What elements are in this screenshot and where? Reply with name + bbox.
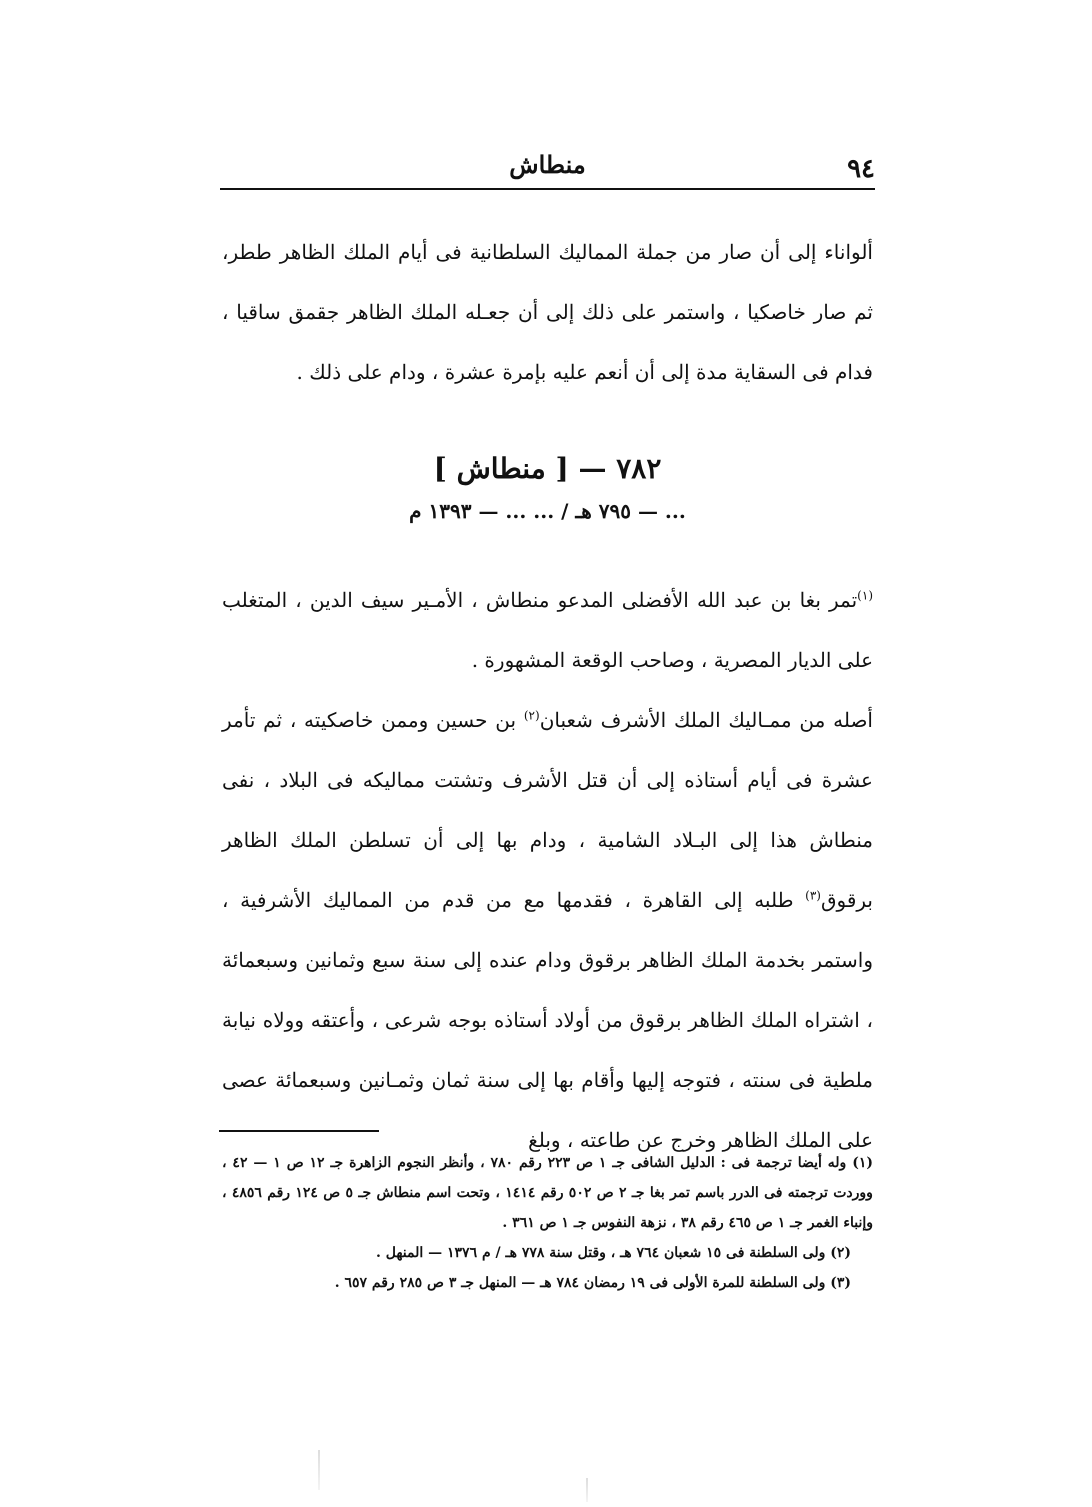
continued-paragraph-text: ألواناء إلى أن صار من جملة المماليك السلطانية فى أيام الملك الظاهر ططر، ثم صار خاصكيا ، واستمر على ذلك إلى أن جعـله الملك الظاهر جقمق ساقيا ، فدام فى السقاية مدة إلى أن أنعم عليه بإمرة عشرة ، ودام على ذلك . <box>222 240 873 384</box>
entry-paragraph-1 <box>222 570 873 690</box>
continued-paragraph <box>222 222 873 402</box>
page-number: ٩٤ <box>847 154 875 184</box>
entry-paragraph-1-body <box>222 570 873 690</box>
running-title: منطاش <box>509 150 586 179</box>
scan-artifact <box>586 1478 588 1502</box>
page-header <box>220 150 875 190</box>
entry-paragraph-2-part-b: بن حسين وممن خاصكيته ، ثم تأمر عشرة فى أيام أستاذه إلى أن قتل الأشرف وتشتت مماليكه فى البلاد ، نفى منطاش هذا إلى البـلاد الشامية ، ودام بها إلى أن تسلطن الملك الظاهر برقوق <box>222 708 873 912</box>
entry-heading <box>222 444 873 528</box>
footnote-1: (١) وله أيضا ترجمة فى : الدليل الشافى جـ ١ ص ٢٢٣ رقم ٧٨٠ ، وأنظر النجوم الزاهرة جـ ١٢ ص ١ — ٤٢ ، ووردت ترجمته فى الدرر باسم تمر بغا جـ ٢ ص ٥٠٢ رقم ١٤١٤ ، وتحت اسم منطاش جـ ٥ ص ١٢٤ رقم ٤٨٥٦ ، وإنباء الغمر جـ ١ ص ٤٦٥ رقم ٣٨ ، نزهة النفوس جـ ١ ص ٣٦١ . <box>222 1155 873 1231</box>
entry-title: ٧٨٢ — [ منطاش ] <box>433 452 662 485</box>
footnote-ref-2: (٢) <box>523 708 540 723</box>
footnote-ref-3: (٣) <box>805 888 821 903</box>
entry-paragraph-2-part-a: أصله من ممـاليك الملك الأشرف شعبان <box>539 708 873 732</box>
entry-paragraph-2-body <box>222 690 873 1170</box>
footnote-3: (٣) ولى السلطنة للمرة الأولى فى ١٩ رمضان ٧٨٤ هـ — المنهل جـ ٣ ص ٢٨٥ رقم ٦٥٧ . <box>334 1275 851 1291</box>
header-rule <box>220 188 875 190</box>
footnotes <box>222 1148 873 1298</box>
entry-dates: ... — ٧٩٥ هـ / ... ... — ١٣٩٣ م <box>409 499 686 523</box>
footnote-2: (٢) ولى السلطنة فى ١٥ شعبان ٧٦٤ هـ ، وقتل سنة ٧٧٨ هـ / م ١٣٧٦ — المنهل . <box>375 1245 851 1261</box>
entry-paragraph-1-text: تمر بغا بن عبد الله الأفضلى المدعو منطاش ، الأمـير سيف الدين ، المتغلب على الديار المصرية ، وصاحب الوقعة المشهورة . <box>222 588 873 672</box>
scan-artifact <box>318 1450 320 1490</box>
footnote-ref-1: (١) <box>857 588 873 603</box>
entry-paragraph-2-part-c: طلبه إلى القاهرة ، فقدمها مع من قدم من المماليك الأشرفية ، واستمر بخدمة الملك الظاهر برقوق ودام عنده إلى سنة سبع وثمانين وسبعمائة ، اشتراه الملك الظاهر برقوق من أولاد أستاذه بوجه شرعى ، وأعتقه وولاه نيابة ملطية فى سنته ، فتوجه إليها وأقام بها إلى سنة ثمان وثمـانين وسبعمائة عصى على الملك الظاهر وخرج عن طاعته ، وبلغ <box>222 888 873 1152</box>
entry-paragraph-2 <box>222 690 873 1170</box>
